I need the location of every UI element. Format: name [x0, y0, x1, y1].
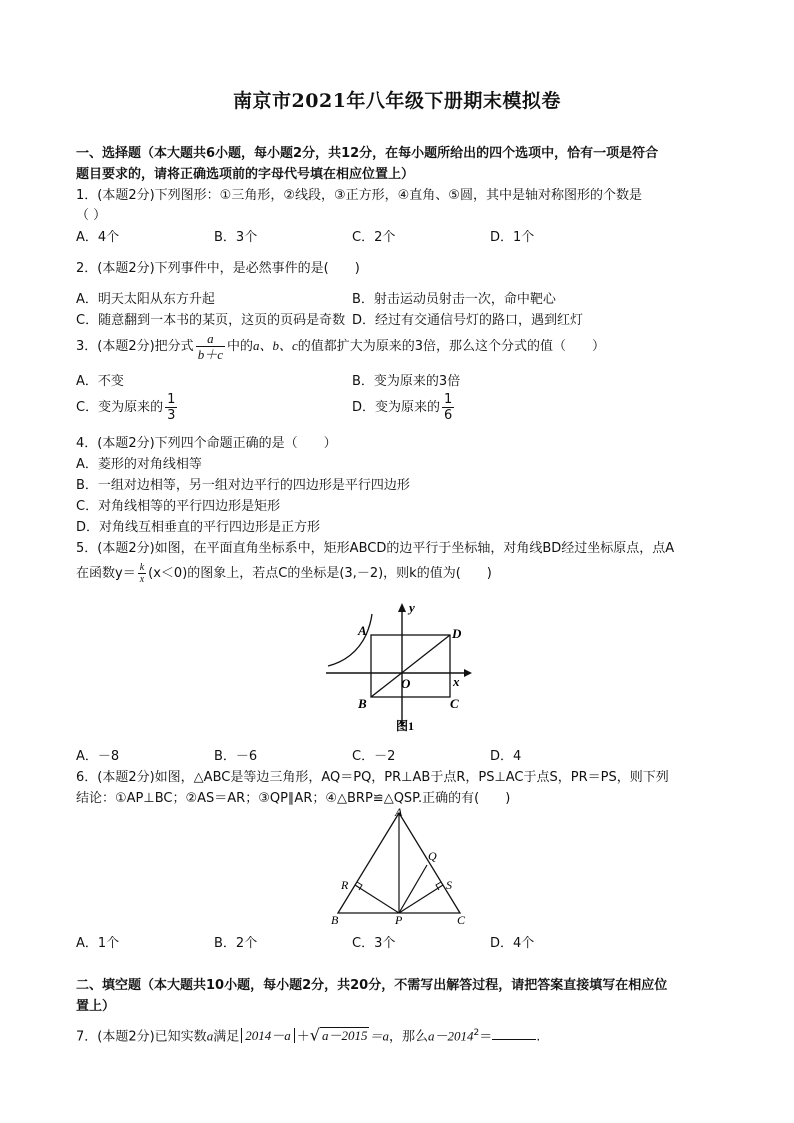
q3-stem-post: 的值都扩大为原来的3倍，那么这个分式的值（ ）: [297, 339, 606, 354]
hyperbola-curve: [328, 614, 372, 666]
label-b: B: [331, 913, 339, 927]
q6-option-c: C．3个: [352, 936, 396, 951]
sqrt-icon: √: [309, 1025, 320, 1045]
q7-absolute-value: 2014－a: [241, 1028, 295, 1043]
q7-expr: a－2014: [427, 1028, 474, 1044]
q5-func-num: k: [139, 562, 145, 573]
q1-option-b: B．3个: [214, 230, 258, 245]
q7-eq2: ＝: [479, 1029, 493, 1045]
q3-stem-pre: 3．(本题2分)把分式: [76, 339, 194, 354]
q5-stem-2b: (x＜0)的图象上，若点C的坐标是(3,－2)，则k的值为( ): [148, 566, 492, 581]
q7-exponent: 2: [473, 1028, 480, 1038]
q5-func-fraction: [138, 562, 146, 585]
label-r: R: [341, 878, 349, 892]
q2-option-c: C．随意翻到一本书的某页，这页的页码是奇数: [76, 313, 346, 328]
q6-option-a: A．1个: [76, 936, 120, 951]
q6-figure: [326, 805, 472, 929]
q5-option-a: A．－8: [76, 749, 120, 764]
q3-stem-mid: 中的: [226, 339, 253, 354]
q3-option-b: B．变为原来的3倍: [352, 374, 461, 389]
q6-option-d: D．4个: [490, 936, 535, 951]
x-axis-arrow: [464, 669, 472, 677]
q3-option-c-text: C．变为原来的: [76, 400, 164, 415]
q3-option-c-den: 3: [167, 408, 176, 423]
q3-option-c: [76, 392, 179, 424]
q3-option-c-num: 1: [167, 392, 176, 407]
section1-heading-line1: 一、选择题（本大题共6小题，每小题2分，共12分，在每小题所给出的四个选项中，恰有一项是符合: [76, 146, 659, 161]
q7-eq: ＝a: [369, 1028, 389, 1044]
diagonal-bd: [371, 635, 450, 697]
q4-option-c: C．对角线相等的平行四边形是矩形: [76, 499, 281, 514]
q2-option-a: A．明天太阳从东方升起: [76, 292, 215, 307]
label-p: P: [395, 913, 403, 927]
q3-stem: [76, 330, 605, 363]
y-axis-arrow: [398, 603, 406, 612]
q3-option-d-den: 6: [444, 408, 453, 423]
label-y: y: [409, 600, 415, 615]
q4-option-a: A．菱形的对角线相等: [76, 457, 202, 472]
q5-option-c: C．－2: [352, 749, 396, 764]
q3-fraction-den: b＋c: [197, 347, 223, 362]
q7-pre: 7．(本题2分)已知实数: [76, 1029, 207, 1045]
q5-stem: 5．(本题2分)如图，在平面直角坐标系中，矩形ABCD的边平行于坐标轴，对角线BD经过坐标原点，点A: [76, 541, 675, 556]
q3-option-c-fraction: [165, 392, 177, 423]
q6-stem: 6．(本题2分)如图，△ABC是等边三角形，AQ＝PQ，PR⊥AB于点R，PS⊥AC于点S，PR＝PS，则下列: [76, 770, 669, 785]
q3-option-a: A．不变: [76, 374, 124, 389]
q3-option-d: [352, 392, 456, 424]
q7-answer-blank[interactable]: [492, 1027, 536, 1040]
section1-heading-line2: 题目要求的，请将正确选项前的字母代号填在相应位置上）: [76, 167, 415, 182]
q3-option-d-text: D．变为原来的: [352, 400, 441, 415]
q7-stem: 7．(本题2分)已知实数a满足 2014－a ＋√ a－2015 ＝a，那么$a-2014^2=$ .: [76, 1025, 541, 1045]
page-title: 南京市2021年八年级下册期末模拟卷: [233, 90, 561, 112]
segment-pq: [399, 865, 427, 913]
section2-heading-line1: 二、填空题（本大题共10小题，每小题2分，共20分，不需写出解答过程，请把答案直接填写在相应位: [76, 978, 668, 993]
label-q: Q: [428, 849, 437, 863]
q4-option-b: B．一组对边相等，另一组对边平行的四边形是平行四边形: [76, 478, 410, 493]
q1-option-c: C．2个: [352, 230, 396, 245]
q4-option-d: D．对角线互相垂直的平行四边形是正方形: [76, 520, 321, 535]
label-a: A: [358, 623, 367, 638]
q7-post: ，那么: [388, 1029, 428, 1045]
figure-caption: 图1: [396, 719, 415, 733]
q5-stem-2a: 在函数y＝: [76, 566, 136, 581]
q7-radicand: a－2015: [321, 1028, 368, 1044]
label-c: C: [457, 913, 466, 927]
segment-pr: [355, 885, 399, 913]
label-b: B: [358, 696, 367, 711]
q5-stem-cont: [76, 560, 492, 588]
segment-ps: [399, 885, 443, 913]
q6-stem-cont: 结论：①AP⊥BC；②AS＝AR；③QP∥AR；④△BRP≌△QSP.正确的有( ): [76, 791, 511, 806]
q1-option-a: A．4个: [76, 230, 120, 245]
label-o: O: [401, 676, 411, 691]
q2-stem: 2．(本题2分)下列事件中，是必然事件的是( ): [76, 261, 360, 276]
q2-option-b: B．射击运动员射击一次，命中靶心: [352, 292, 556, 307]
q1-stem: 1．(本题2分)下列图形：①三角形，②线段，③正方形，④直角、⑤圆，其中是轴对称图形的个数是: [76, 188, 642, 203]
q5-option-d: D．4: [490, 749, 522, 764]
label-c: C: [450, 696, 459, 711]
q3-fraction-num: a: [196, 331, 225, 347]
section2-heading-line2: 置上）: [76, 999, 116, 1014]
q4-stem: 4．(本题2分)下列四个命题正确的是（ ）: [76, 436, 337, 451]
q2-option-d: D．经过有交通信号灯的路口，遇到红灯: [352, 313, 584, 328]
q3-option-d-num: 1: [444, 392, 453, 407]
label-a: A: [395, 805, 403, 819]
q3-vars: a、b、c: [252, 338, 298, 353]
q5-option-b: B．－6: [214, 749, 258, 764]
q7-var-a: a: [206, 1028, 214, 1044]
label-s: S: [446, 878, 452, 892]
q6-option-b: B．2个: [214, 936, 258, 951]
label-x: x: [453, 674, 460, 689]
q1-stem-cont: （ ）: [76, 208, 107, 223]
q5-func-den: x: [139, 574, 145, 585]
label-d: D: [452, 626, 462, 641]
q3-option-d-fraction: [442, 392, 454, 423]
q7-mid: 满足: [213, 1029, 240, 1045]
q5-figure: [316, 600, 476, 740]
q3-fraction: [196, 331, 225, 362]
q1-option-d: D．1个: [490, 230, 535, 245]
